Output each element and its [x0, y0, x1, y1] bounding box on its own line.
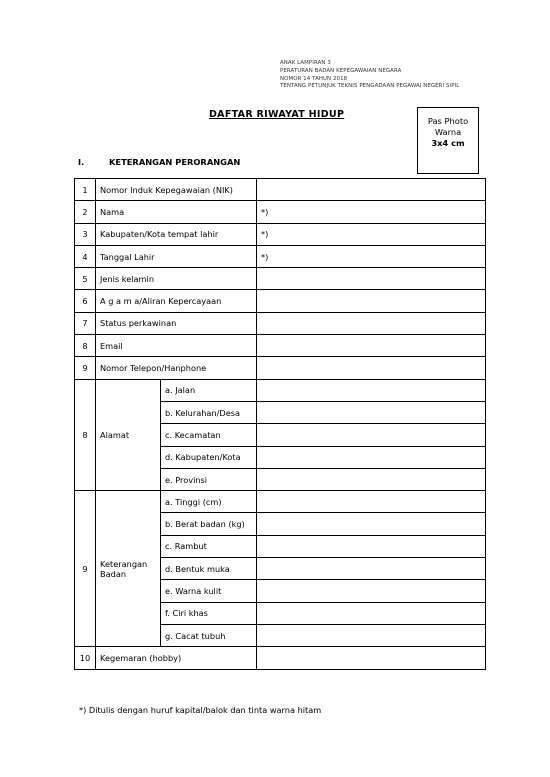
header-line: ANAK LAMPIRAN 3	[280, 60, 331, 66]
row-number: 4	[75, 245, 96, 267]
document-header	[280, 60, 459, 91]
table-row	[75, 201, 486, 223]
row-value[interactable]	[257, 513, 486, 535]
table-row	[75, 245, 486, 267]
row-label: Kabupaten/Kota tempat lahir	[96, 223, 257, 245]
footnote: *) Ditulis dengan huruf kapital/balok dan tinta warna hitam	[79, 705, 322, 715]
header-line: PERATURAN BADAN KEPEGAWAIAN NEGARA	[280, 67, 402, 74]
sub-label: f. Ciri khas	[161, 602, 257, 624]
sub-label: e. Provinsi	[161, 468, 257, 490]
row-value[interactable]: *)	[257, 223, 486, 245]
group-label-badan: Keterangan Badan	[96, 491, 161, 647]
sub-label: e. Warna kulit	[161, 580, 257, 602]
sub-label: a. Tinggi (cm)	[161, 491, 257, 513]
row-value[interactable]	[257, 401, 486, 423]
row-label: Status perkawinan	[96, 312, 257, 334]
row-value[interactable]: *)	[257, 245, 486, 267]
row-value[interactable]	[257, 312, 486, 334]
sub-label: d. Bentuk muka	[161, 558, 257, 580]
table-row	[75, 335, 486, 357]
row-number: 2	[75, 201, 96, 223]
row-value[interactable]	[257, 268, 486, 290]
row-value[interactable]	[257, 624, 486, 646]
group-label-alamat: Alamat	[96, 379, 161, 490]
header-line: NOMOR 14 TAHUN 2018	[280, 75, 348, 82]
sub-label: b. Berat badan (kg)	[161, 513, 257, 535]
table-row	[75, 357, 486, 379]
row-value[interactable]	[257, 379, 486, 401]
photo-box	[417, 107, 479, 174]
header-line: TENTANG PETUNJUK TEKNIS PENGADAAN PEGAWAI NEGERI SIPIL	[280, 83, 460, 90]
row-value[interactable]: *)	[257, 201, 486, 223]
row-label: Kegemaran (hobby)	[96, 647, 257, 669]
row-number: 8	[75, 379, 96, 490]
row-value[interactable]	[257, 558, 486, 580]
row-number: 9	[75, 357, 96, 379]
row-value[interactable]	[257, 357, 486, 379]
row-label: Jenis kelamin	[96, 268, 257, 290]
sub-label: a. Jalan	[161, 379, 257, 401]
section-number: I.	[78, 157, 85, 167]
row-number: 3	[75, 223, 96, 245]
sub-label: d. Kabupaten/Kota	[161, 446, 257, 468]
photo-label-line: Pas Photo	[427, 116, 469, 126]
row-number: 10	[75, 647, 96, 669]
row-label: Email	[96, 335, 257, 357]
row-value[interactable]	[257, 491, 486, 513]
row-value[interactable]	[257, 424, 486, 446]
section-title: KETERANGAN PERORANGAN	[109, 157, 241, 167]
row-number: 7	[75, 312, 96, 334]
row-label: Nomor Induk Kepegawaian (NIK)	[96, 179, 257, 201]
table-row	[75, 379, 486, 401]
row-value[interactable]	[257, 335, 486, 357]
table-row	[75, 290, 486, 312]
photo-size: 3x4 cm	[431, 138, 465, 148]
table-row	[75, 491, 486, 513]
sub-label: c. Kecamatan	[161, 424, 257, 446]
row-number: 1	[75, 179, 96, 201]
table-row	[75, 223, 486, 245]
row-number: 5	[75, 268, 96, 290]
table-row	[75, 312, 486, 334]
table-row	[75, 268, 486, 290]
table-row	[75, 179, 486, 201]
row-label: Nama	[96, 201, 257, 223]
row-value[interactable]	[257, 647, 486, 669]
row-value[interactable]	[257, 535, 486, 557]
table-row	[75, 647, 486, 669]
row-number: 8	[75, 335, 96, 357]
row-label: Tanggal Lahir	[96, 245, 257, 267]
row-number: 9	[75, 491, 96, 647]
row-value[interactable]	[257, 446, 486, 468]
row-label: Nomor Telepon/Hanphone	[96, 357, 257, 379]
document-title: DAFTAR RIWAYAT HIDUP	[209, 109, 345, 120]
row-number: 6	[75, 290, 96, 312]
row-value[interactable]	[257, 602, 486, 624]
row-value[interactable]	[257, 580, 486, 602]
photo-label-line: Warna	[434, 127, 462, 137]
sub-label: b. Kelurahan/Desa	[161, 401, 257, 423]
personal-info-table	[74, 178, 486, 670]
sub-label: g. Cacat tubuh	[161, 624, 257, 646]
row-label: A g a m a/Aliran Kepercayaan	[96, 290, 257, 312]
row-value[interactable]	[257, 468, 486, 490]
row-value[interactable]	[257, 290, 486, 312]
row-value[interactable]	[257, 179, 486, 201]
sub-label: c. Rambut	[161, 535, 257, 557]
